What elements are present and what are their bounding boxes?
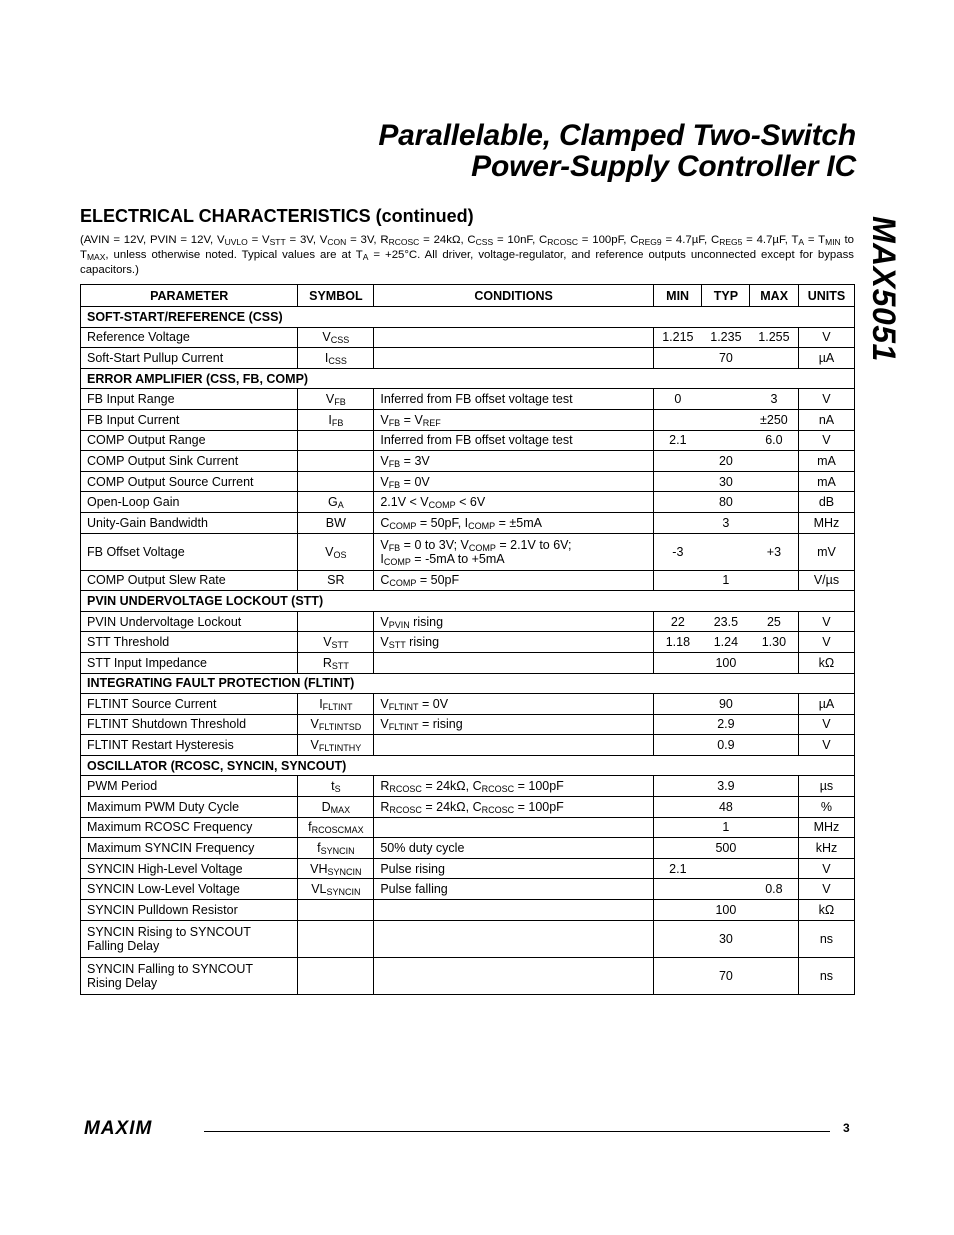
table-row xyxy=(81,389,855,410)
conditions-cell: $R_{RCOSC} = 24k\Omega$, $C_{RCOSC} = 100pF$ xyxy=(374,797,654,818)
table-row xyxy=(81,451,855,472)
conditions-cell xyxy=(374,327,654,348)
max-cell xyxy=(750,694,799,715)
units-cell: MHz xyxy=(798,817,854,838)
typ-cell: 80 xyxy=(702,492,750,513)
typ-cell: 0.9 xyxy=(702,735,750,756)
table-row xyxy=(81,611,855,632)
table-row xyxy=(81,817,855,838)
max-cell xyxy=(750,838,799,859)
header-symbol: SYMBOL xyxy=(298,285,374,307)
table-row xyxy=(81,858,855,879)
min-cell xyxy=(653,797,702,818)
min-cell xyxy=(653,348,702,369)
max-cell xyxy=(750,492,799,513)
min-cell xyxy=(653,471,702,492)
units-cell: µA xyxy=(798,348,854,369)
parameter-cell: Maximum SYNCIN Frequency xyxy=(81,838,298,859)
typ-cell: 30 xyxy=(702,920,750,957)
conditions-cell xyxy=(374,652,654,673)
max-cell xyxy=(750,735,799,756)
min-cell: -3 xyxy=(653,533,702,570)
typ-cell: 1 xyxy=(702,817,750,838)
units-cell: V/µs xyxy=(798,570,854,591)
section-heading: SOFT-START/REFERENCE (CSS) xyxy=(81,307,855,328)
table-row xyxy=(81,327,855,348)
symbol-cell: $VL_{SYNCIN}$ xyxy=(298,879,374,900)
typ-cell xyxy=(702,409,750,430)
parameter-cell: SYNCIN Pulldown Resistor xyxy=(81,900,298,921)
symbol-cell: $f_{SYNCIN}$ xyxy=(298,838,374,859)
test-conditions: (AVIN = 12V, PVIN = 12V, $V_{UVLO} = V_{STT} = 3V$, $V_{CON} = 3V$, $R_{RCOSC} = 24k\Omega$, $C_{CSS} = 10nF$, $C_{RCOSC} = 100pF$, $C_{REG9} = 4.7\mu F$, $C_{REG5} = 4.7\mu F$, $T_A = T_{MIN}$ to $T_{MAX}$, unless otherwise noted. Typical values are at $T_A = +25^\circ C$. All driver, voltage-regulator, and reference outputs unconnected except for bypass capacitors.) xyxy=(80,234,855,276)
min-cell: 1.215 xyxy=(653,327,702,348)
symbol-cell xyxy=(298,451,374,472)
table-row xyxy=(81,797,855,818)
min-cell xyxy=(653,920,702,957)
min-cell xyxy=(653,900,702,921)
parameter-cell: FB Input Range xyxy=(81,389,298,410)
conditions-cell: Inferred from FB offset voltage test xyxy=(374,389,654,410)
parameter-cell: COMP Output Sink Current xyxy=(81,451,298,472)
parameter-cell: PWM Period xyxy=(81,776,298,797)
units-cell: V xyxy=(798,611,854,632)
min-cell xyxy=(653,957,702,994)
min-cell: 2.1 xyxy=(653,858,702,879)
typ-cell: 2.9 xyxy=(702,714,750,735)
typ-cell: 100 xyxy=(702,652,750,673)
symbol-cell: $V_{STT}$ xyxy=(298,632,374,653)
typ-cell: 1.24 xyxy=(702,632,750,653)
min-cell xyxy=(653,735,702,756)
min-cell: 1.18 xyxy=(653,632,702,653)
table-body xyxy=(81,307,855,995)
max-cell xyxy=(750,512,799,533)
units-cell: nA xyxy=(798,409,854,430)
typ-cell xyxy=(702,533,750,570)
conditions-cell: $V_{FB} = V_{REF}$ xyxy=(374,409,654,430)
max-cell: 0.8 xyxy=(750,879,799,900)
header-min: MIN xyxy=(653,285,702,307)
symbol-cell: $V_{FB}$ xyxy=(298,389,374,410)
conditions-cell: Inferred from FB offset voltage test xyxy=(374,430,654,451)
table-row xyxy=(81,632,855,653)
max-cell xyxy=(750,858,799,879)
min-cell xyxy=(653,838,702,859)
parameter-cell: SYNCIN Low-Level Voltage xyxy=(81,879,298,900)
title-line-2: Power-Supply Controller IC xyxy=(471,150,856,183)
conditions-cell xyxy=(374,900,654,921)
parameter-cell: COMP Output Range xyxy=(81,430,298,451)
units-cell: V xyxy=(798,879,854,900)
table-row xyxy=(81,409,855,430)
typ-cell xyxy=(702,389,750,410)
max-cell xyxy=(750,714,799,735)
symbol-cell xyxy=(298,900,374,921)
section-title: ELECTRICAL CHARACTERISTICS (continued) xyxy=(80,206,474,226)
typ-cell: 500 xyxy=(702,838,750,859)
section-heading: PVIN UNDERVOLTAGE LOCKOUT (STT) xyxy=(81,591,855,612)
min-cell xyxy=(653,817,702,838)
table-section-row xyxy=(81,591,855,612)
parameter-cell: Maximum PWM Duty Cycle xyxy=(81,797,298,818)
units-cell: µA xyxy=(798,694,854,715)
min-cell xyxy=(653,492,702,513)
parameter-cell: FLTINT Restart Hysteresis xyxy=(81,735,298,756)
units-cell: MHz xyxy=(798,512,854,533)
conditions-cell: $V_{FB} = 3V$ xyxy=(374,451,654,472)
conditions-cell: $C_{COMP} = 50pF$ xyxy=(374,570,654,591)
typ-cell xyxy=(702,879,750,900)
min-cell: 22 xyxy=(653,611,702,632)
document-title xyxy=(216,120,856,182)
typ-cell: 1.235 xyxy=(702,327,750,348)
parameter-cell: COMP Output Slew Rate xyxy=(81,570,298,591)
max-cell: 25 xyxy=(750,611,799,632)
max-cell xyxy=(750,451,799,472)
typ-cell: 20 xyxy=(702,451,750,472)
parameter-cell: Soft-Start Pullup Current xyxy=(81,348,298,369)
units-cell: V xyxy=(798,858,854,879)
symbol-cell: $VH_{SYNCIN}$ xyxy=(298,858,374,879)
table-row xyxy=(81,512,855,533)
header-parameter: PARAMETER xyxy=(81,285,298,307)
min-cell xyxy=(653,714,702,735)
typ-cell: 70 xyxy=(702,957,750,994)
table-section-row xyxy=(81,368,855,389)
symbol-cell xyxy=(298,957,374,994)
section-heading: OSCILLATOR (RCOSC, SYNCIN, SYNCOUT) xyxy=(81,755,855,776)
symbol-cell xyxy=(298,430,374,451)
parameter-cell: COMP Output Source Current xyxy=(81,471,298,492)
typ-cell: 1 xyxy=(702,570,750,591)
table-row xyxy=(81,570,855,591)
max-cell xyxy=(750,776,799,797)
table-row xyxy=(81,957,855,994)
conditions-cell: Pulse falling xyxy=(374,879,654,900)
parameter-cell: STT Input Impedance xyxy=(81,652,298,673)
electrical-characteristics-table xyxy=(80,284,855,995)
conditions-cell: $V_{FLTINT} = 0V$ xyxy=(374,694,654,715)
section-heading: ERROR AMPLIFIER (CSS, FB, COMP) xyxy=(81,368,855,389)
typ-cell: 3.9 xyxy=(702,776,750,797)
header-max: MAX xyxy=(750,285,799,307)
footer-rule xyxy=(204,1131,830,1132)
typ-cell: 30 xyxy=(702,471,750,492)
typ-cell: 100 xyxy=(702,900,750,921)
max-cell xyxy=(750,471,799,492)
symbol-cell: BW xyxy=(298,512,374,533)
maxim-logo xyxy=(84,1118,192,1138)
min-cell xyxy=(653,409,702,430)
conditions-cell: $V_{STT}$ rising xyxy=(374,632,654,653)
conditions-cell xyxy=(374,348,654,369)
symbol-cell: $R_{STT}$ xyxy=(298,652,374,673)
parameter-cell: FLTINT Shutdown Threshold xyxy=(81,714,298,735)
symbol-cell: $G_A$ xyxy=(298,492,374,513)
max-cell xyxy=(750,348,799,369)
max-cell xyxy=(750,570,799,591)
header-units: UNITS xyxy=(798,285,854,307)
parameter-cell: FLTINT Source Current xyxy=(81,694,298,715)
parameter-cell: Open-Loop Gain xyxy=(81,492,298,513)
typ-cell: 48 xyxy=(702,797,750,818)
units-cell: kHz xyxy=(798,838,854,859)
units-cell: V xyxy=(798,714,854,735)
max-cell: ±250 xyxy=(750,409,799,430)
min-cell: 0 xyxy=(653,389,702,410)
conditions-cell: $V_{FLTINT} = rising$ xyxy=(374,714,654,735)
table-row xyxy=(81,652,855,673)
symbol-cell: $f_{RCOSCMAX}$ xyxy=(298,817,374,838)
units-cell: kΩ xyxy=(798,900,854,921)
symbol-cell: $V_{FLTINTSD}$ xyxy=(298,714,374,735)
conditions-cell: $2.1V < V_{COMP} < 6V$ xyxy=(374,492,654,513)
min-cell xyxy=(653,451,702,472)
symbol-cell: $t_S$ xyxy=(298,776,374,797)
conditions-cell xyxy=(374,957,654,994)
table-row xyxy=(81,430,855,451)
section-heading: INTEGRATING FAULT PROTECTION (FLTINT) xyxy=(81,673,855,694)
symbol-cell: $I_{FLTINT}$ xyxy=(298,694,374,715)
conditions-cell: $V_{FB} = 0V$ xyxy=(374,471,654,492)
max-cell: 6.0 xyxy=(750,430,799,451)
parameter-cell: Reference Voltage xyxy=(81,327,298,348)
table-row xyxy=(81,879,855,900)
max-cell: +3 xyxy=(750,533,799,570)
parameter-cell: FB Offset Voltage xyxy=(81,533,298,570)
units-cell: µs xyxy=(798,776,854,797)
table-section-row xyxy=(81,307,855,328)
units-cell: ns xyxy=(798,957,854,994)
parameter-cell: FB Input Current xyxy=(81,409,298,430)
min-cell xyxy=(653,776,702,797)
side-part-number xyxy=(850,216,910,366)
units-cell: V xyxy=(798,389,854,410)
units-cell: mV xyxy=(798,533,854,570)
table-row xyxy=(81,838,855,859)
conditions-cell xyxy=(374,920,654,957)
units-cell: V xyxy=(798,327,854,348)
units-cell: mA xyxy=(798,451,854,472)
max-cell xyxy=(750,797,799,818)
symbol-cell: $D_{MAX}$ xyxy=(298,797,374,818)
min-cell xyxy=(653,879,702,900)
max-cell xyxy=(750,920,799,957)
units-cell: V xyxy=(798,735,854,756)
table-row xyxy=(81,471,855,492)
min-cell xyxy=(653,512,702,533)
header-conditions: CONDITIONS xyxy=(374,285,654,307)
conditions-cell: $V_{FB} = 0$ to 3V; $V_{COMP} = 2.1V$ to 6V; $I_{COMP} = -5mA$ to +5mA xyxy=(374,533,654,570)
table-row xyxy=(81,694,855,715)
units-cell: ns xyxy=(798,920,854,957)
table-row xyxy=(81,348,855,369)
typ-cell: 23.5 xyxy=(702,611,750,632)
table-row xyxy=(81,900,855,921)
symbol-cell xyxy=(298,611,374,632)
conditions-cell: $V_{PVIN}$ rising xyxy=(374,611,654,632)
units-cell: V xyxy=(798,430,854,451)
symbol-cell: $I_{CSS}$ xyxy=(298,348,374,369)
units-cell: mA xyxy=(798,471,854,492)
conditions-cell: 50% duty cycle xyxy=(374,838,654,859)
table-row xyxy=(81,920,855,957)
table-header-row xyxy=(81,285,855,307)
max-cell xyxy=(750,652,799,673)
max-cell xyxy=(750,900,799,921)
table-section-row xyxy=(81,673,855,694)
symbol-cell: SR xyxy=(298,570,374,591)
conditions-cell xyxy=(374,817,654,838)
conditions-cell: $C_{COMP} = 50pF$, $I_{COMP} = \pm 5mA$ xyxy=(374,512,654,533)
units-cell: V xyxy=(798,632,854,653)
typ-cell xyxy=(702,430,750,451)
table-row xyxy=(81,492,855,513)
title-line-1: Parallelable, Clamped Two-Switch xyxy=(378,119,856,152)
table-row xyxy=(81,735,855,756)
max-cell: 1.255 xyxy=(750,327,799,348)
units-cell: kΩ xyxy=(798,652,854,673)
min-cell xyxy=(653,652,702,673)
typ-cell: 90 xyxy=(702,694,750,715)
typ-cell xyxy=(702,858,750,879)
parameter-cell: SYNCIN Falling to SYNCOUT Rising Delay xyxy=(81,957,298,994)
conditions-cell: $R_{RCOSC} = 24k\Omega$, $C_{RCOSC} = 100pF$ xyxy=(374,776,654,797)
max-cell xyxy=(750,817,799,838)
units-cell: dB xyxy=(798,492,854,513)
parameter-cell: STT Threshold xyxy=(81,632,298,653)
parameter-cell: Maximum RCOSC Frequency xyxy=(81,817,298,838)
min-cell: 2.1 xyxy=(653,430,702,451)
typ-cell: 3 xyxy=(702,512,750,533)
max-cell xyxy=(750,957,799,994)
max-cell: 3 xyxy=(750,389,799,410)
table-section-row xyxy=(81,755,855,776)
side-part-number-text: MAX5051 xyxy=(866,216,902,362)
table-row xyxy=(81,776,855,797)
symbol-cell xyxy=(298,471,374,492)
page-number: 3 xyxy=(843,1121,850,1135)
conditions-cell xyxy=(374,735,654,756)
min-cell xyxy=(653,694,702,715)
min-cell xyxy=(653,570,702,591)
parameter-cell: Unity-Gain Bandwidth xyxy=(81,512,298,533)
parameter-cell: PVIN Undervoltage Lockout xyxy=(81,611,298,632)
parameter-cell: SYNCIN High-Level Voltage xyxy=(81,858,298,879)
symbol-cell: $I_{FB}$ xyxy=(298,409,374,430)
units-cell: % xyxy=(798,797,854,818)
maxim-logo-text: MAXIM xyxy=(84,1118,153,1138)
parameter-cell: SYNCIN Rising to SYNCOUT Falling Delay xyxy=(81,920,298,957)
header-typ: TYP xyxy=(702,285,750,307)
conditions-cell: Pulse rising xyxy=(374,858,654,879)
symbol-cell: $V_{OS}$ xyxy=(298,533,374,570)
table-row xyxy=(81,533,855,570)
symbol-cell: $V_{FLTINTHY}$ xyxy=(298,735,374,756)
max-cell: 1.30 xyxy=(750,632,799,653)
typ-cell: 70 xyxy=(702,348,750,369)
symbol-cell xyxy=(298,920,374,957)
symbol-cell: $V_{CSS}$ xyxy=(298,327,374,348)
table-row xyxy=(81,714,855,735)
